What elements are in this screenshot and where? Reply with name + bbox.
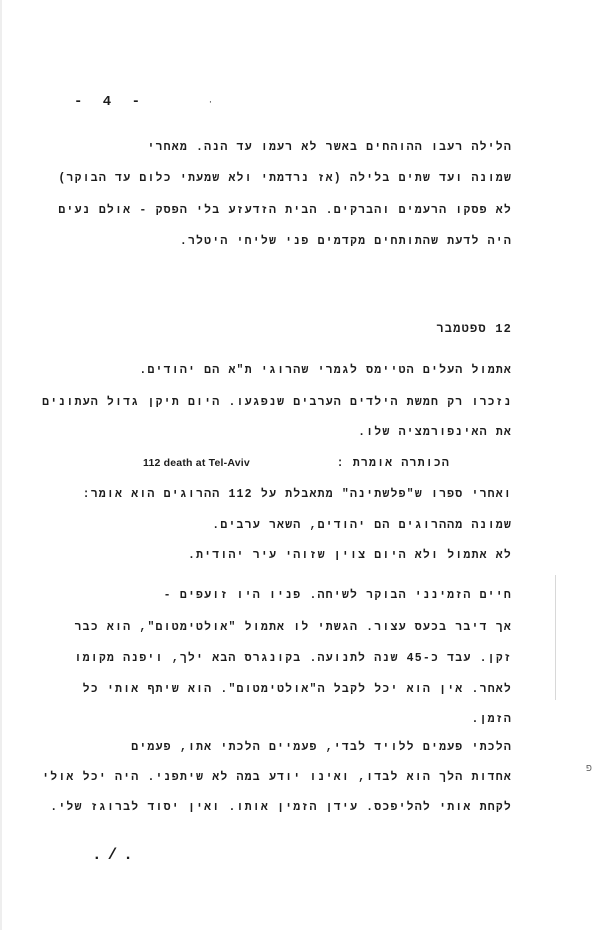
text-line: אחדות הלך הוא לבדו, ואינו יודע במה לא שיתפני. היה יכל אולי <box>42 771 512 784</box>
text-line: אתמול העלים הטיימס לגמרי שהרוגי ת"א הם יהודים. <box>139 364 512 377</box>
scan-speck: · <box>208 98 213 107</box>
scan-edge <box>0 0 2 930</box>
continuation-mark: ./. <box>92 846 139 864</box>
headline-english: 112 death at Tel-Aviv <box>143 457 250 469</box>
margin-mark: פ <box>586 764 593 775</box>
text-line: זקן. עבד כ-45 שנה לתנועה. בקונגרס הבא ילך, ויפנה מקומו <box>74 652 512 665</box>
text-line: לא פסקו הרעמים והברקים. הבית הזדעזע בלי הפסק - אולם נעים <box>58 204 512 217</box>
text-line: ואחרי ספרו ש"פלשתינה" מתאבלת על 112 ההרוגים הוא אומר: <box>82 488 512 501</box>
text-line: לקחת אותי להליפכס. עידן הזמין אותו. ואין יסוד לברוגז שלי. <box>50 801 512 814</box>
text-line: אך דיבר בכעס עצור. הגשתי לו אתמול "אולטימטום", הוא כבר <box>74 621 512 634</box>
margin-line <box>555 575 556 700</box>
headline-label: הכותרה אומרת : <box>336 457 450 470</box>
text-line: הזמן. <box>471 713 512 726</box>
text-line: לאחר. אין הוא יכל לקבל ה"אולטימטום". הוא שיתף אותי כל <box>82 683 512 696</box>
text-line: הלכתי פעמים ללויד לבדי, פעמיים הלכתי אתו, פעמים <box>131 741 512 754</box>
text-line: היה לדעת שהתותחים מקדמים פני שליחי היטלר. <box>179 235 512 248</box>
text-line: חיים הזמינני הבוקר לשיחה. פניו היו זועפים - <box>163 589 512 602</box>
text-line: את האינפורמציה שלו. <box>358 426 512 439</box>
date-heading: 12 ספטמבר <box>436 322 512 336</box>
text-line: נזכרו רק חמשת הילדים הערבים שנפגעו. היום תיקן גדול העתונים <box>42 396 512 409</box>
page-number: - 4 - <box>74 94 147 110</box>
text-line: לא אתמול ולא היום צוין שזוהי עיר יהודית. <box>187 549 512 562</box>
text-line: שמונה ועד שתים בלילה (אז נרדמתי ולא שמעתי כלום עד הבוקר) <box>58 172 512 185</box>
text-line: הלילה רעבו ההוהחים באשר לא רעמו עד הנה. מאחרי <box>147 141 512 154</box>
text-line: שמונה מההרוגים הם יהודים, השאר ערבים. <box>212 519 512 532</box>
